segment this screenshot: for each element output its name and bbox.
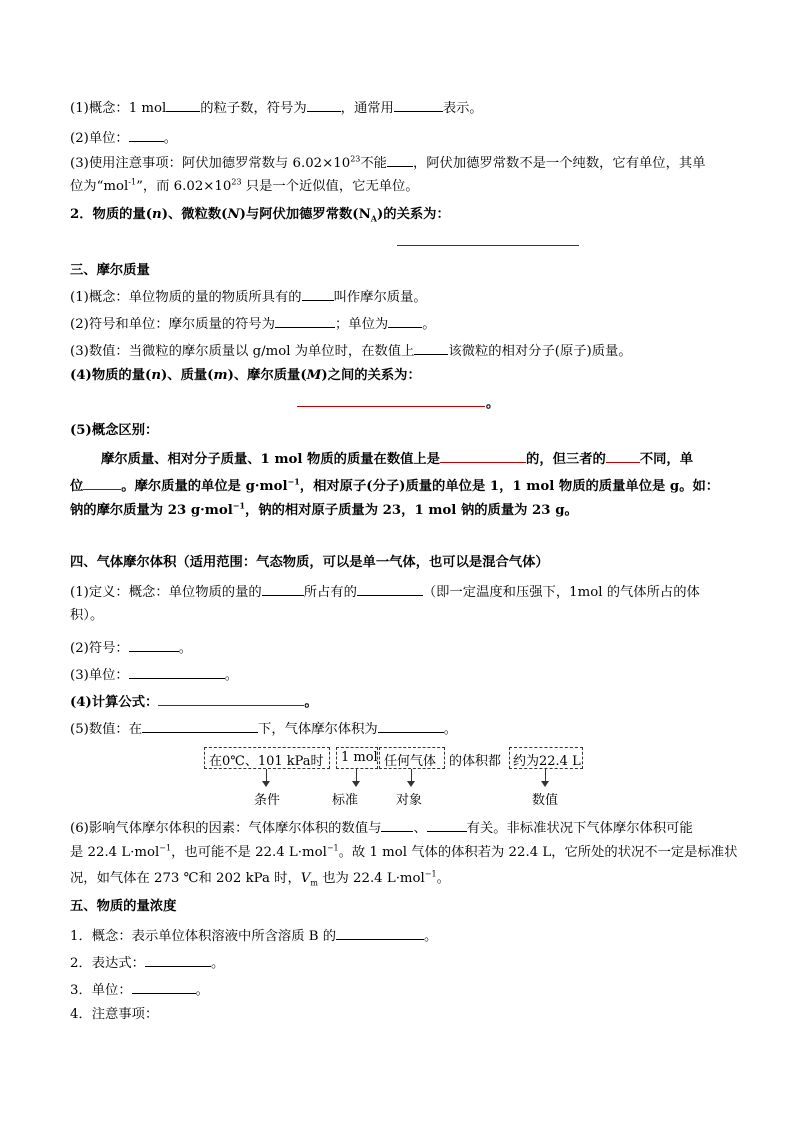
text: (3)数值：当微粒的摩尔质量以 g/mol 为单位时，在数值上 [70,344,415,359]
text: 也为 22.4 L·mol [317,871,425,886]
fill-blank[interactable] [129,637,179,652]
arrow-down-icon [352,781,360,787]
object-text: 任何气体 [384,754,437,769]
definition-line [70,581,700,602]
text: 有关。非标准状况下气体摩尔体积可能 [466,821,693,836]
section-title: 三、摩尔质量 [70,263,150,278]
fill-blank[interactable] [307,97,341,112]
text: ，相对原子(分子)质量的单位是 1，1 mol 物质的质量单位是 g。如： [299,479,720,494]
text: 。 [424,929,438,944]
unit-line [70,979,209,1000]
text: 、 [413,821,427,836]
superscript: -1 [128,177,137,187]
object-label: 对象 [396,793,423,808]
text: )、质量( [161,368,214,383]
text: 。 [443,722,457,737]
arrow-down-icon [262,781,270,787]
text: (5)数值：在 [70,722,143,737]
paragraph-line-1 [101,448,693,469]
fill-blank[interactable] [129,127,164,142]
superscript: −1 [287,476,300,487]
text: (2)符号： [70,641,129,656]
fill-blank[interactable] [336,925,424,940]
superscript: −1 [424,869,437,879]
text: 该微粒的相对分子(原子)质量。 [448,344,632,359]
molar-mass-symbol [70,313,435,334]
text: (4)物质的量( [70,368,152,383]
value-text: 约为22.4 L [513,754,581,769]
unit-line [70,127,177,148]
text: 位 [70,479,84,494]
fill-blank[interactable] [427,817,467,832]
fill-blank[interactable] [166,97,200,112]
section-title: 五、物质的量浓度 [70,899,177,914]
text: 不能 [360,156,387,171]
answer-blank[interactable] [83,475,121,490]
symbol: n [151,368,161,383]
text: 位为“mol [70,179,129,194]
answer-line[interactable] [297,406,485,407]
text: 。 [304,695,318,710]
factors-line-2 [70,844,737,862]
text: 摩尔质量、相对分子质量、1 mol 物质的质量在数值上是 [101,452,441,467]
text: 。 [486,396,500,411]
section-title: 四、气体摩尔体积（适用范围：气态物质，可以是单一气体，也可以是混合气体） [70,555,549,570]
text: (4)计算公式： [70,695,159,710]
fill-blank[interactable] [275,313,335,328]
paragraph-line-3 [70,502,578,520]
text: 叫作摩尔质量。 [333,290,427,305]
standard-text: 1 mol [341,750,378,765]
fill-blank[interactable] [142,718,258,733]
value-label: 数值 [532,793,559,808]
symbol: V [300,871,311,886]
text: 只是一个近似值，它无单位。 [241,179,419,194]
answer-line[interactable] [397,245,579,246]
text: (1)概念：单位物质的量的物质所具有的 [70,290,302,305]
text: (3)使用注意事项：阿伏加德罗常数与 6.02×10 [70,156,351,171]
text: 3．单位： [70,983,132,998]
symbol-line [70,637,192,658]
text: 。 [210,956,225,971]
text: 。 [163,131,178,146]
notes-line [70,152,706,173]
text: )、摩尔质量( [227,368,307,383]
symbol: m [213,368,228,383]
fill-blank[interactable] [381,817,413,832]
molar-mass-value [70,340,632,361]
factors-line [70,817,693,838]
arrow-down-icon [407,781,415,787]
text: 。 [422,317,436,332]
text: 。 [224,668,239,683]
superscript: −1 [326,843,339,853]
fill-blank[interactable] [357,581,423,596]
superscript: −1 [232,500,246,511]
expression-line [70,952,224,973]
text: )、微粒数( [161,207,228,222]
text: (3)单位： [70,668,129,683]
concept-line [70,97,483,118]
fill-blank[interactable] [262,581,304,596]
concentration-concept [70,925,437,946]
fill-blank[interactable] [388,313,422,328]
text: )与阿伏加德罗常数(N [239,207,371,222]
arrow-down-icon [541,781,549,787]
condition-label: 条件 [254,793,281,808]
symbol: n [152,207,162,222]
text: （即一定温度和压强下，1mol 的气体所占的体 [422,585,700,600]
text: 钠的摩尔质量为 23 g·mol [70,503,233,518]
text: ，也可能不是 22.4 L·mol [171,845,327,860]
fill-blank[interactable] [145,952,211,967]
text: 。 [178,641,193,656]
text: )的关系为： [376,207,450,222]
relation-heading [70,206,450,224]
text: (1)定义：概念：单位物质的量的 [70,585,262,600]
text: 况，如气体在 273 ℃和 202 kPa 时， [70,871,301,886]
text: 。 [195,983,209,998]
text: 1．概念：表示单位体积溶液中所含溶质 B 的 [70,929,337,944]
factors-line-3 [70,870,450,888]
fill-blank[interactable] [129,664,225,679]
notes-line-2 [70,178,419,196]
text: ，通常用 [340,101,394,116]
connector-text: 的体积都 [449,754,502,769]
superscript: 23 [231,177,242,187]
text: )之间的关系为： [321,368,421,383]
molar-mass-concept [70,286,427,307]
text: 积）。 [70,608,104,623]
superscript: −1 [159,843,172,853]
symbol: N [227,207,240,222]
text: 所占有的 [303,585,357,600]
text: 。摩尔质量的单位是 g·mol [121,479,288,494]
formula-line [70,691,318,712]
text: 表示。 [442,101,483,116]
text: (6)影响气体摩尔体积的因素：气体摩尔体积的数值与 [70,821,382,836]
text: ，阿伏加德罗常数不是一个纯数，它有单位，其单 [412,156,706,171]
fill-blank[interactable] [414,340,448,355]
condition-text: 在0℃、101 kPa时 [209,754,324,769]
fill-blank[interactable] [132,979,196,994]
text: ，钠的相对原子质量为 23，1 mol 钠的质量为 23 g。 [245,503,578,518]
answer-blank[interactable] [158,691,304,706]
notes-heading: 4．注意事项： [70,1007,159,1022]
symbol: M [306,368,322,383]
text: 2．物质的量( [70,207,153,222]
value-line [70,718,457,739]
text: (2)符号和单位：摩尔质量的符号为 [70,317,275,332]
text: (2)单位： [70,131,129,146]
text: 2．表达式： [70,956,145,971]
text: 不同，单 [639,452,693,467]
fill-blank[interactable] [387,152,413,167]
relation-line [70,367,421,385]
text: ”，而 6.02×10 [136,179,232,194]
text: 是 22.4 L·mol [70,845,160,860]
fill-blank[interactable] [378,718,444,733]
text: 。故 1 mol 气体的体积若为 22.4 L，它所处的状况不一定是标准状 [338,845,738,860]
text: ；单位为 [335,317,389,332]
text: 。 [436,871,450,886]
subheading: (5)概念区别： [70,423,159,438]
superscript: 23 [350,154,361,164]
paragraph-line-2 [70,475,719,496]
subscript: A [370,213,377,224]
unit-line [70,664,238,685]
subscript: m [310,878,318,888]
answer-blank[interactable] [606,448,640,463]
text: (1)概念：1 mol [70,101,167,116]
text: 下，气体摩尔体积为 [258,722,378,737]
answer-blank[interactable] [440,448,526,463]
standard-label: 标准 [332,793,359,808]
fill-blank[interactable] [302,286,334,301]
text: 的粒子数，符号为 [200,101,307,116]
text: 的，但三者的 [526,452,606,467]
fill-blank[interactable] [394,97,443,112]
